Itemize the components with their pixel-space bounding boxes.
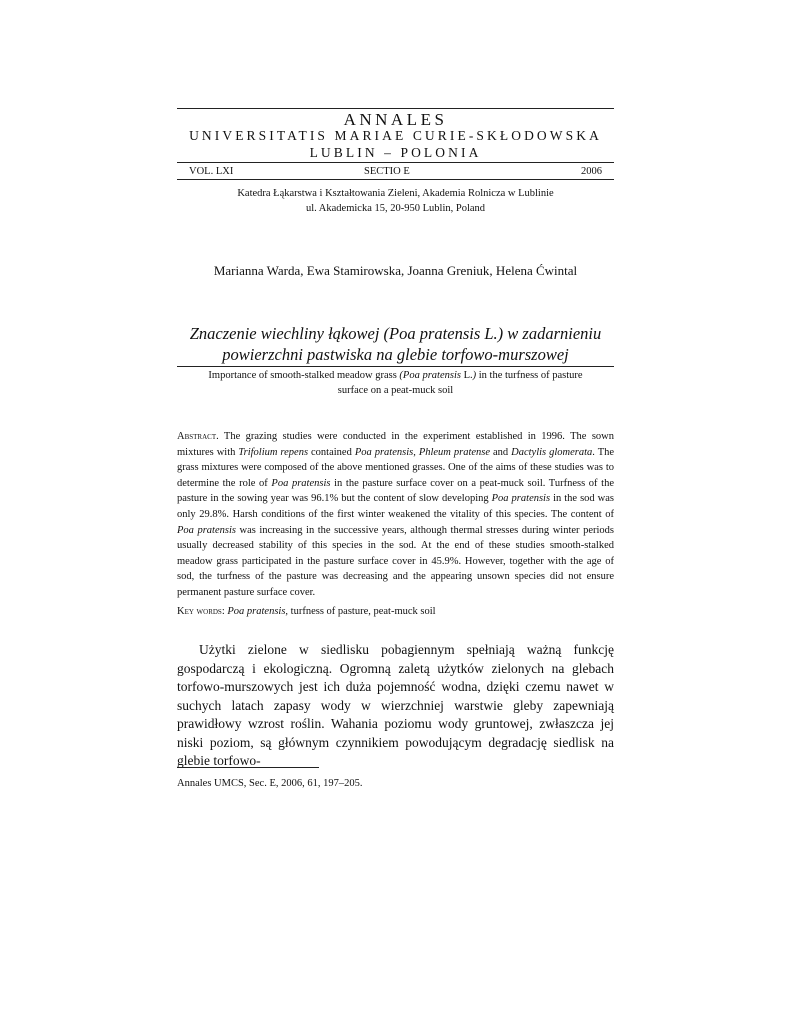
keywords: Key words: Poa pratensis, turfness of pasture, peat-muck soil [177, 606, 436, 617]
body-paragraph: Użytki zielone w siedlisku pobagiennym spełniają ważną funkcję gospodarczą i ekologiczną. Ogromną zaletą użytków zielonych na glebach torfowo-murszowych jest ich duża pojemność wodna, dzięki czemu nawet w suchych latach zapasy wody w wierzchniej warstwie gleby zapewniają prawidłowy wzrost roślin. Wahania poziomu wody gruntowej, zwłaszcza jej niski poziom, są głównym czynnikiem powodującym degradację siedlisk na glebie torfowo- [177, 642, 614, 768]
section-label: SECTIO E [364, 166, 410, 177]
keywords-label: Key words [177, 606, 222, 617]
header-top-rule [177, 108, 614, 109]
paper-page [177, 0, 614, 1024]
affiliation-line-2: ul. Akademicka 15, 20-950 Lublin, Poland [305, 203, 486, 214]
authors: Marianna Warda, Ewa Stamirowska, Joanna Greniuk, Helena Ćwintal [213, 263, 578, 278]
footnote: Annales UMCS, Sec. E, 2006, 61, 197–205. [177, 778, 363, 789]
header-mid-rule [177, 162, 614, 163]
english-title-line-2: surface on a peat-muck soil [337, 385, 454, 396]
affiliation-line-1: Katedra Łąkarstwa i Kształtowania Zieleni, Akademia Rolnicza w Lublinie [237, 188, 554, 199]
volume-label: VOL. LXI [189, 166, 234, 177]
title-rule [177, 366, 614, 367]
journal-name: ANNALES [343, 110, 448, 129]
title-line-2: powierzchni pastwiska na glebie torfowo-murszowej [222, 345, 569, 364]
title-line-1: Znaczenie wiechliny łąkowej (Poa pratensis L.) w zadarnieniu [189, 324, 602, 343]
year-label: 2006 [581, 166, 602, 177]
abstract: Abstract. The grazing studies were conducted in the experiment established in 1996. The sown mixtures with Trifolium repens contained Poa pratensis, Phleum pratense and Dactylis glomerata. The grass mixtures were composed of the above mentioned grasses. One of the aims of these studies was to determine the role of Poa pratensis in the pasture surface cover on a peat-muck soil. Turfness of the pasture in the sowing year was 96.1% but the content of slow developing Poa pratensis in the sod was only 29.8%. Harsh conditions of the first winter weakened the vitality of this species. The content of Poa pratensis was increasing in the successive years, although thermal stresses during winter periods usually decreased stability of this species in the sod. At the end of these studies smooth-stalked meadow grass participated in the pasture surface cover in 45.9%. However, together with the age of sod, the turfness of the pasture was decreasing and the appearing unsown species did not ensure permanent pasture surface cover. [177, 431, 615, 598]
english-title-line-1: Importance of smooth-stalked meadow grass (Poa pratensis L.) in the turfness of pasture [208, 370, 583, 381]
journal-university: UNIVERSITATIS MARIAE CURIE-SKŁODOWSKA [189, 128, 602, 143]
footnote-rule [177, 767, 319, 768]
abstract-label: Abstract [177, 431, 217, 442]
journal-city: LUBLIN – POLONIA [309, 145, 482, 160]
header-bottom-rule [177, 179, 614, 180]
